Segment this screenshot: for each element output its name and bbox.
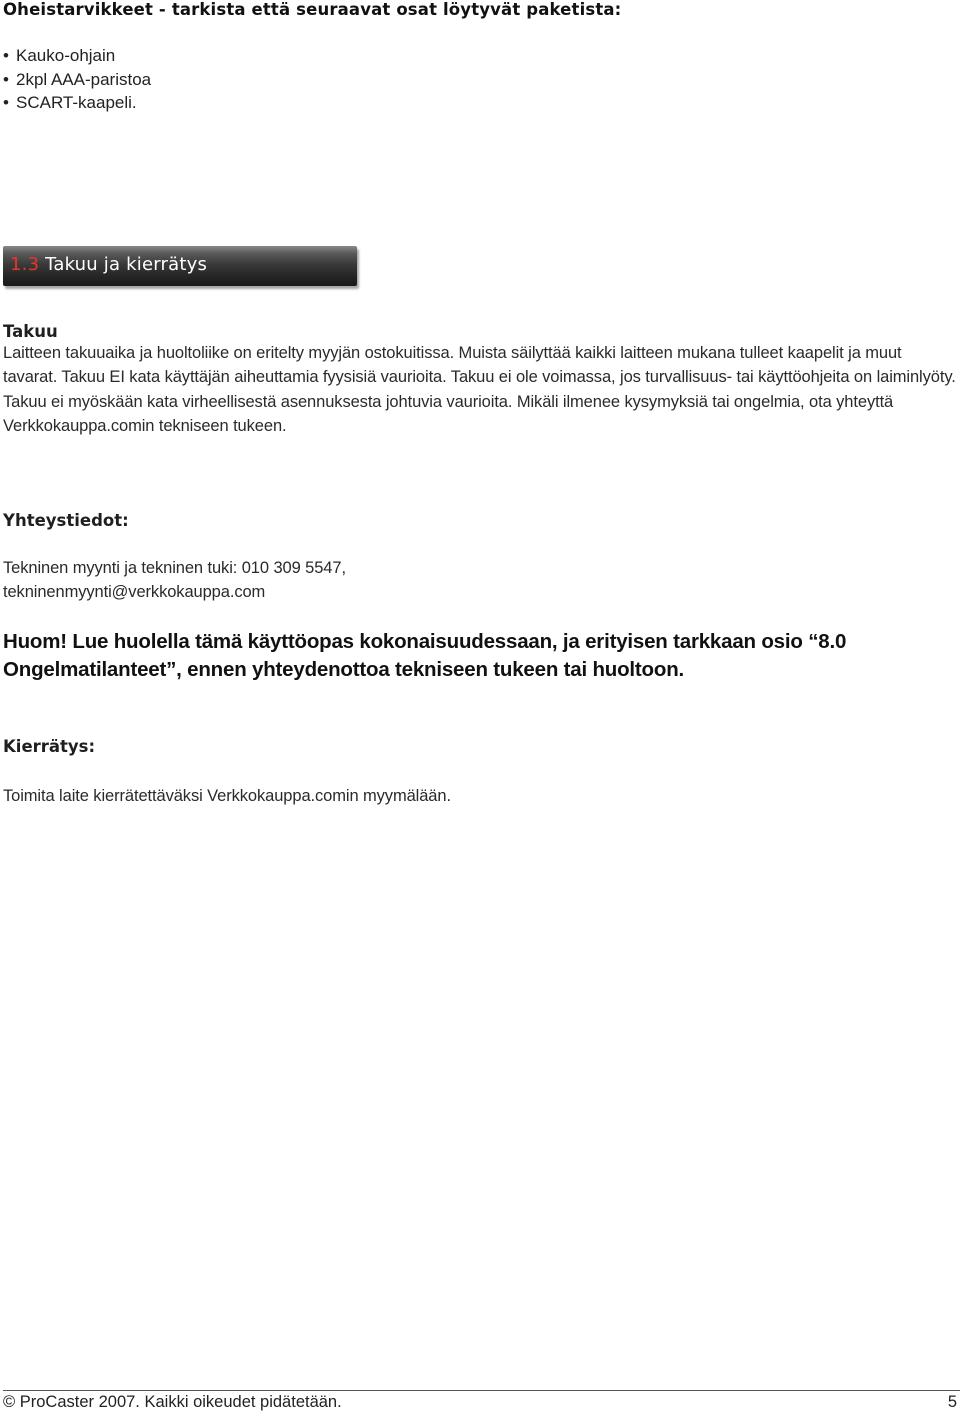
section-banner-title [10, 254, 207, 275]
contact-line-email: tekninenmyynti@verkkokauppa.com [3, 583, 266, 601]
accessories-list [3, 44, 151, 115]
list-item-label: 2kpl AAA-paristoa [16, 69, 152, 89]
bullet-icon: • [3, 46, 9, 65]
contact-heading: Yhteystiedot: [3, 511, 129, 530]
list-item-label: SCART-kaapeli. [16, 93, 137, 112]
bullet-icon: • [3, 69, 9, 89]
page-number: 5 [947, 1393, 957, 1411]
bullet-icon: • [3, 93, 9, 112]
footer-divider [3, 1390, 960, 1391]
list-item-label: Kauko-ohjain [16, 46, 116, 65]
section-number: 1.3 [10, 254, 40, 275]
list-item [3, 91, 151, 115]
contact-line-phone: Tekninen myynti ja tekninen tuki: 010 309 5547, [3, 559, 346, 577]
huom-notice: Huom! Lue huolella tämä käyttöopas kokonaisuudessaan, ja erityisen tarkkaan osio “8.0 Ongelmatilanteet”, ennen yhteydenottoa tekniseen tukeen tai huoltoon. [3, 630, 847, 681]
list-item [3, 44, 151, 68]
kierratys-heading: Kierrätys: [3, 737, 96, 756]
section-title: Takuu ja kierrätys [45, 254, 208, 275]
footer-copyright: © ProCaster 2007. Kaikki oikeudet pidätetään. [3, 1393, 342, 1411]
accessories-heading: Oheistarvikkeet - tarkista että seuraavat osat löytyvät paketista: [3, 0, 622, 19]
takuu-heading: Takuu [3, 322, 58, 341]
takuu-paragraph: Laitteen takuuaika ja huoltoliike on eritelty myyjän ostokuitissa. Muista säilyttää kaikki laitteen mukana tulleet kaapelit ja muut tavarat. Takuu EI kata käyttäjän aiheuttamia fyysisiä vaurioita. Takuu ei ole voimassa, jos turvallisuus- tai käyttöohjeita on laiminlyöty. Takuu ei myöskään kata virheellisestä asennuksesta johtuvia vaurioita. Mikäli ilmenee kysymyksiä tai ongelmia, ota yhteyttä Verkkokauppa.comin tekniseen tukeen. [3, 344, 956, 435]
list-item [3, 68, 151, 92]
kierratys-text: Toimita laite kierrätettäväksi Verkkokauppa.comin myymälään. [3, 787, 451, 805]
